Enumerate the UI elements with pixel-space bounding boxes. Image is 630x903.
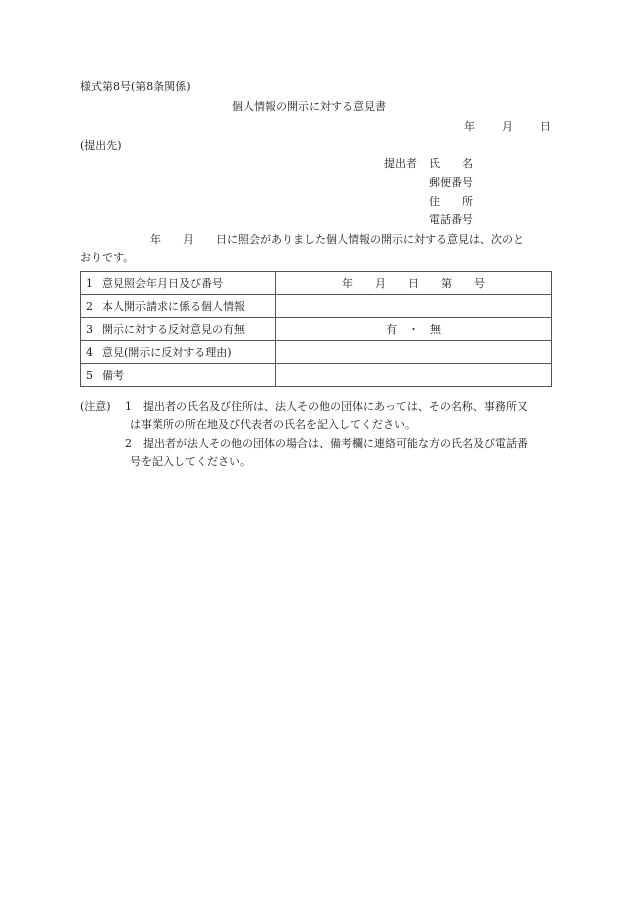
row-label: 備考 [102, 368, 124, 382]
row-label: 意見照会年月日及び番号 [102, 276, 223, 290]
statement-line-1: 年 月 日に照会がありました個人情報の開示に対する意見は、次のと [150, 233, 524, 246]
form-number: 様式第8号(第8条関係) [80, 80, 191, 93]
submitter-postal-label: 郵便番号 [429, 176, 473, 189]
submitter-label: 提出者 [384, 157, 417, 170]
remarks-field[interactable] [276, 364, 552, 387]
document-title: 個人情報の開示に対する意見書 [232, 100, 386, 113]
opinion-table [80, 271, 552, 387]
note-1-line-2: は事業所の所在地及び代表者の氏名を記入してください。 [130, 418, 416, 431]
row-label-cell [81, 295, 276, 318]
opinion-reason-field[interactable] [276, 341, 552, 364]
submitter-name-label: 氏 名 [429, 157, 473, 170]
row-number: 3 [86, 322, 93, 336]
date-year-label: 年 [464, 120, 475, 133]
row-label: 開示に対する反対意見の有無 [102, 322, 245, 336]
row-label-cell [81, 341, 276, 364]
row-number: 2 [86, 299, 93, 313]
date-day-label: 日 [540, 120, 551, 133]
row-label-cell [81, 272, 276, 295]
notes-heading: (注意) [80, 400, 111, 413]
note-2-line-1: 2 提出者が法人その他の団体の場合は、備考欄に連絡可能な方の氏名及び電話番 [125, 437, 528, 450]
recipient-label: (提出先) [80, 139, 122, 152]
row-label-cell [81, 318, 276, 341]
submitter-phone-label: 電話番号 [429, 213, 473, 226]
row-label: 意見(開示に反対する理由) [102, 345, 232, 359]
note-2-line-2: 号を記入してください。 [130, 455, 251, 468]
objection-choice-field[interactable]: 有 ・ 無 [276, 318, 552, 341]
row-number: 1 [86, 276, 93, 290]
table-row [81, 272, 552, 295]
statement-line-2: おりです。 [80, 251, 135, 264]
date-month-label: 月 [502, 120, 513, 133]
submitter-address-label: 住 所 [429, 195, 473, 208]
submission-date [464, 121, 551, 132]
table-row [81, 295, 552, 318]
table-row [81, 341, 552, 364]
inquiry-date-number-field[interactable]: 年 月 日 第 号 [276, 272, 552, 295]
row-number: 4 [86, 345, 93, 359]
personal-info-field[interactable] [276, 295, 552, 318]
table-row [81, 318, 552, 341]
table-row [81, 364, 552, 387]
row-label: 本人開示請求に係る個人情報 [102, 299, 245, 313]
row-number: 5 [86, 368, 93, 382]
note-1-line-1: 1 提出者の氏名及び住所は、法人その他の団体にあっては、その名称、事務所又 [125, 400, 528, 413]
row-label-cell [81, 364, 276, 387]
